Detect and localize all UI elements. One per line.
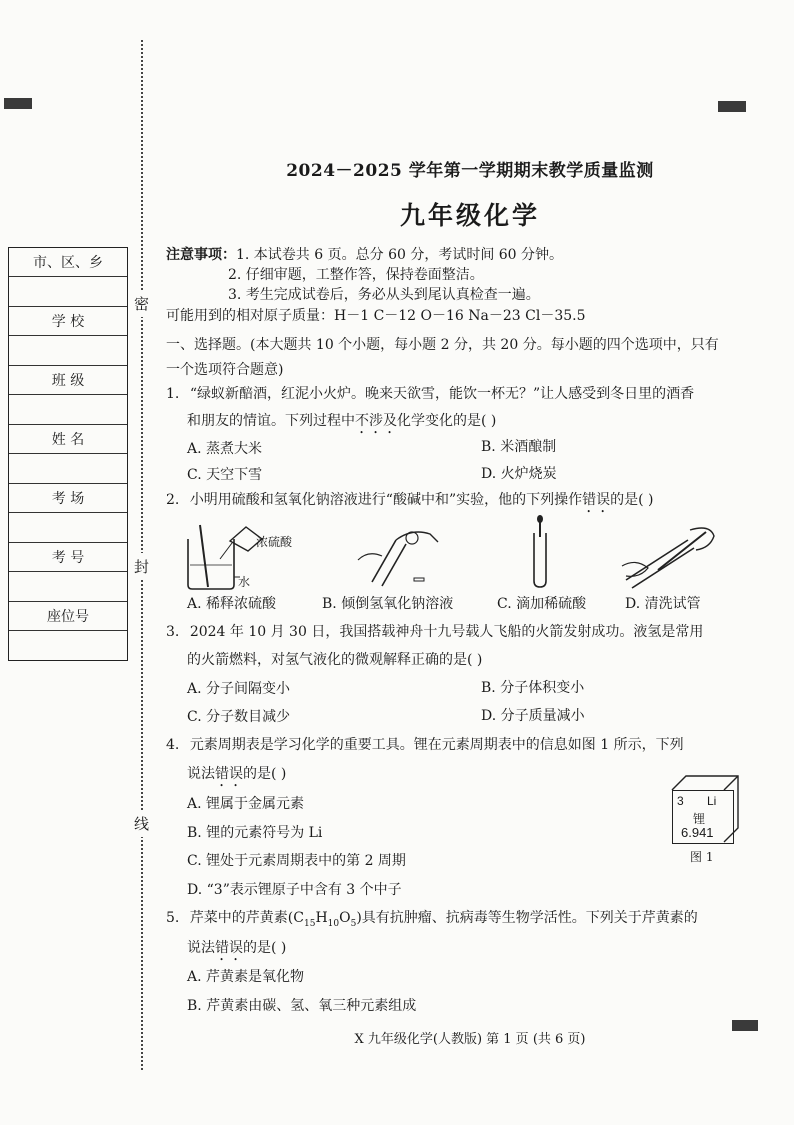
info-field-seat [9,631,127,660]
question-3-line2: 的火箭燃料，对氢气液化的微观解释正确的是( ) [187,652,483,668]
question-number: 5. [166,910,180,926]
info-label-seat: 座位号 [9,602,127,631]
option-a: A. 蒸煮大米 [187,441,263,457]
registration-mark [718,101,746,112]
info-label-district: 市、区、乡 [9,248,127,277]
registration-mark [4,98,32,109]
info-label-room: 考 场 [9,484,127,513]
element-symbol: Li [707,794,717,808]
info-label-exam-number: 考 号 [9,543,127,572]
notes-item-1: 1. 本试卷共 6 页。总分 60 分，考试时间 60 分钟。 [236,247,564,263]
question-text: 小明用硫酸和氢氧化钠溶液进行“酸碱中和”实验，他的下列操作 [189,492,583,508]
option-b: B. 分子体积变小 [481,680,585,696]
question-5 [166,907,698,929]
emphasis-text: 不涉及 [355,413,397,429]
question-text: 的是( ) [243,766,287,782]
pour-solution-figure [352,520,462,590]
question-5-line2 [187,937,286,964]
option-d: D. 火炉烧炭 [481,466,557,482]
subject-title: 九年级化学 [399,201,540,230]
question-4-line2 [187,763,286,790]
student-info-table [8,247,128,661]
notes-item-3: 3. 考生完成试卷后，务必从头到尾认真检查一遍。 [228,287,540,303]
question-text: “绿蚁新醅酒，红泥小火炉。晚来天欲雪，能饮一杯无？”让人感受到冬日里的酒香 [189,386,695,402]
info-label-class: 班 级 [9,366,127,395]
question-number: 1. [166,386,180,402]
question-text: 的是( ) [243,940,287,956]
notes-block [166,244,563,264]
section-heading: 一、选择题。(本大题共 10 个小题，每小题 2 分，共 20 分。每小题的四个选项中，只有 [166,337,719,353]
seal-char-feng: 封 [134,553,149,580]
option-a: A. 锂属于金属元素 [187,796,305,812]
seal-char-mi: 密 [134,290,149,317]
atomic-mass: 6.941 [681,825,714,840]
wash-tube-figure [618,522,718,590]
emphasis-text: 错误 [215,940,243,956]
emphasis-text: 错误 [215,766,243,782]
info-field-school [9,336,127,366]
option-d: D. 分子质量减小 [481,708,585,724]
option-a: A. 分子间隔变小 [187,681,291,697]
question-1 [166,383,694,403]
question-text: 芹菜中的芹黄素$(C_{15}H_{10}O_5)$具有抗肿瘤、抗病毒等生物学活性。下列关于芹黄素的 [189,910,698,929]
option-c: C. 天空下雪 [187,467,263,483]
question-text: 的是( ) [610,492,654,508]
question-4 [166,734,684,754]
info-field-district [9,277,127,307]
option-b: B. 米酒酿制 [481,439,557,455]
option-d: D. “3”表示锂原子中含有 3 个中子 [187,882,402,898]
figure-label-water: 水 [238,575,251,589]
option-c: C. 锂处于元素周期表中的第 2 周期 [187,853,406,869]
question-number: 4. [166,737,180,753]
question-number: 3. [166,624,180,640]
option-b: B. 锂的元素符号为 Li [187,825,323,841]
question-text: 2024 年 10 月 30 日，我国搭载神舟十九号载人飞船的火箭发射成功。液氢是常用 [189,624,704,640]
drop-acid-figure [522,515,562,589]
option-c: C. 滴加稀硫酸 [497,596,587,612]
info-label-name: 姓 名 [9,425,127,454]
figure-label-acid: 浓硫酸 [256,535,293,549]
section-heading-cont: 一个选项符合题意) [166,362,284,378]
exam-title: 2024－2025 学年第一学期期末教学质量监测 [286,161,654,181]
option-d: D. 清洗试管 [625,596,701,612]
page-footer: X 九年级化学(人教版) 第 1 页 (共 6 页) [354,1032,586,1047]
question-text: 说法 [187,766,215,782]
atomic-number: 3 [677,794,684,808]
question-2 [166,489,654,516]
question-text: 元素周期表是学习化学的重要工具。锂在元素周期表中的信息如图 1 所示，下列 [189,737,684,753]
option-b: B. 倾倒氢氧化钠溶液 [322,596,454,612]
question-text: 化学变化的是( ) [397,413,497,429]
info-field-exam-number [9,572,127,602]
notes-item-2: 2. 仔细审题，工整作答，保持卷面整洁。 [228,267,484,283]
info-label-school: 学 校 [9,307,127,336]
option-b: B. 芹黄素由碳、氢、氧三种元素组成 [187,998,417,1014]
emphasis-text: 错误 [582,492,611,508]
question-text: 和朋友的情谊。下列过程中 [187,413,355,429]
info-field-room [9,513,127,543]
figure-caption: 图 1 [690,850,714,864]
info-field-class [9,395,127,425]
element-name: 锂 [693,812,706,826]
question-number: 2. [166,492,180,508]
atomic-masses: 可能用到的相对原子质量：H－1 C－12 O－16 Na－23 Cl－35.5 [166,308,586,324]
question-3 [166,621,703,641]
option-c: C. 分子数目减少 [187,709,291,725]
option-a: A. 芹黄素是氧化物 [187,969,305,985]
question-1-line2 [187,410,496,437]
question-text: 说法 [187,940,215,956]
info-field-name [9,454,127,484]
option-a: A. 稀释浓硫酸 [187,596,277,612]
notes-label: 注意事项： [166,247,236,263]
element-box [672,790,734,844]
seal-char-xian: 线 [134,810,149,837]
